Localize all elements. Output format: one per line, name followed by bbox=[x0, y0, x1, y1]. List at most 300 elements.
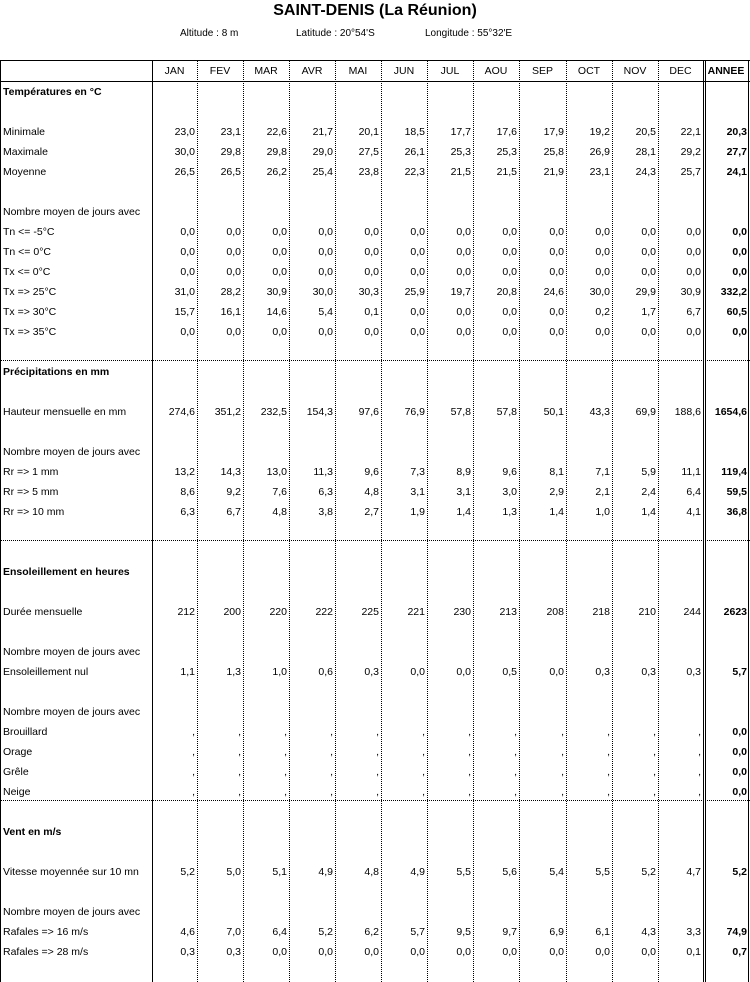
row-subheading: Nombre moyen de jours avec bbox=[3, 706, 141, 718]
month-value: , bbox=[192, 766, 195, 778]
month-value: 6,9 bbox=[549, 926, 564, 938]
month-value: 29,9 bbox=[635, 286, 656, 298]
month-value: 9,5 bbox=[456, 926, 471, 938]
section-heading: Vent en m/s bbox=[3, 826, 62, 838]
month-value: 0,0 bbox=[272, 946, 287, 958]
month-value: 1,0 bbox=[272, 666, 287, 678]
row-label: Tx <= 0°C bbox=[3, 266, 51, 278]
month-value: , bbox=[330, 726, 333, 738]
month-value: 23,8 bbox=[358, 166, 379, 178]
month-value: 0,0 bbox=[456, 666, 471, 678]
row-label: Minimale bbox=[3, 126, 46, 138]
month-value: 0,0 bbox=[364, 226, 379, 238]
month-value: 0,0 bbox=[456, 226, 471, 238]
month-value: 57,8 bbox=[496, 406, 517, 418]
month-value: 4,9 bbox=[410, 866, 425, 878]
month-value: 244 bbox=[683, 606, 701, 618]
month-value: 0,5 bbox=[502, 666, 517, 678]
month-value: , bbox=[238, 726, 241, 738]
month-value: , bbox=[330, 746, 333, 758]
row-label: Rafales => 28 m/s bbox=[3, 946, 89, 958]
row-label: Maximale bbox=[3, 146, 48, 158]
month-value: , bbox=[284, 746, 287, 758]
month-value: , bbox=[376, 726, 379, 738]
month-value: 19,7 bbox=[450, 286, 471, 298]
month-value: 0,0 bbox=[180, 266, 195, 278]
month-value: 50,1 bbox=[543, 406, 564, 418]
annual-value: 27,7 bbox=[726, 146, 747, 158]
month-value: 6,2 bbox=[364, 926, 379, 938]
month-value: 1,1 bbox=[180, 666, 195, 678]
month-value: 0,0 bbox=[180, 226, 195, 238]
month-value: 69,9 bbox=[635, 406, 656, 418]
month-value: 5,5 bbox=[456, 866, 471, 878]
month-value: 0,0 bbox=[272, 226, 287, 238]
month-value: 5,7 bbox=[410, 926, 425, 938]
row-label: Moyenne bbox=[3, 166, 47, 178]
month-value: 0,0 bbox=[641, 266, 656, 278]
month-value: 0,3 bbox=[364, 666, 379, 678]
column-divider bbox=[612, 60, 613, 982]
row-subheading: Nombre moyen de jours avec bbox=[3, 646, 141, 658]
month-value: , bbox=[284, 726, 287, 738]
month-value: 21,9 bbox=[543, 166, 564, 178]
month-value: 30,9 bbox=[680, 286, 701, 298]
month-value: , bbox=[653, 766, 656, 778]
month-value: , bbox=[698, 726, 701, 738]
month-value: 17,9 bbox=[543, 126, 564, 138]
month-value: , bbox=[192, 746, 195, 758]
month-value: 9,2 bbox=[226, 486, 241, 498]
month-value: 0,0 bbox=[318, 266, 333, 278]
column-header-mai: MAI bbox=[348, 65, 368, 77]
column-divider bbox=[289, 60, 290, 982]
annual-value: 0,0 bbox=[732, 226, 747, 238]
month-value: 20,5 bbox=[635, 126, 656, 138]
month-value: 13,0 bbox=[266, 466, 287, 478]
month-value: , bbox=[561, 726, 564, 738]
column-header-jan: JAN bbox=[164, 65, 185, 77]
annual-value: 0,0 bbox=[732, 246, 747, 258]
column-header-sep: SEP bbox=[531, 65, 553, 77]
month-value: 26,2 bbox=[266, 166, 287, 178]
month-value: 0,0 bbox=[226, 266, 241, 278]
month-value: 1,4 bbox=[456, 506, 471, 518]
month-value: 218 bbox=[592, 606, 610, 618]
month-value: 0,0 bbox=[456, 326, 471, 338]
month-value: 26,1 bbox=[404, 146, 425, 158]
column-header-jun: JUN bbox=[393, 65, 415, 77]
column-divider bbox=[381, 60, 382, 982]
month-value: 0,0 bbox=[549, 666, 564, 678]
month-value: 8,6 bbox=[180, 486, 195, 498]
annual-value: 5,7 bbox=[732, 666, 747, 678]
month-value: 0,0 bbox=[502, 326, 517, 338]
month-value: 26,5 bbox=[174, 166, 195, 178]
month-value: , bbox=[514, 746, 517, 758]
row-label: Neige bbox=[3, 786, 31, 798]
month-value: , bbox=[238, 786, 241, 798]
annual-value: 0,0 bbox=[732, 786, 747, 798]
month-value: 0,0 bbox=[180, 326, 195, 338]
month-value: 4,7 bbox=[686, 866, 701, 878]
month-value: 0,0 bbox=[226, 246, 241, 258]
annual-value: 1654,6 bbox=[714, 406, 747, 418]
month-value: 0,0 bbox=[180, 246, 195, 258]
month-value: 26,5 bbox=[220, 166, 241, 178]
month-value: 0,0 bbox=[410, 306, 425, 318]
month-value: 0,0 bbox=[456, 946, 471, 958]
month-value: 2,7 bbox=[364, 506, 379, 518]
month-value: 3,8 bbox=[318, 506, 333, 518]
row-label: Grêle bbox=[3, 766, 29, 778]
month-value: 5,4 bbox=[318, 306, 333, 318]
column-header-jul: JUL bbox=[440, 65, 460, 77]
month-value: 0,0 bbox=[641, 326, 656, 338]
month-value: 0,0 bbox=[272, 246, 287, 258]
month-value: , bbox=[192, 726, 195, 738]
month-value: 274,6 bbox=[168, 406, 195, 418]
month-value: 9,6 bbox=[502, 466, 517, 478]
month-value: 25,3 bbox=[496, 146, 517, 158]
month-value: 0,0 bbox=[364, 266, 379, 278]
month-value: 11,3 bbox=[313, 466, 333, 478]
row-label: Rr => 5 mm bbox=[3, 486, 59, 498]
row-subheading: Nombre moyen de jours avec bbox=[3, 206, 141, 218]
month-value: 23,1 bbox=[589, 166, 610, 178]
column-header-nov: NOV bbox=[623, 65, 647, 77]
month-value: 0,1 bbox=[686, 946, 701, 958]
section-heading: Ensoleillement en heures bbox=[3, 566, 130, 578]
month-value: 0,0 bbox=[502, 246, 517, 258]
month-value: 0,0 bbox=[595, 246, 610, 258]
annual-value: 332,2 bbox=[720, 286, 747, 298]
month-value: 5,2 bbox=[318, 926, 333, 938]
row-label: Brouillard bbox=[3, 726, 48, 738]
section-divider bbox=[0, 540, 750, 541]
month-value: 0,0 bbox=[410, 246, 425, 258]
month-value: , bbox=[653, 746, 656, 758]
column-header-mar: MAR bbox=[254, 65, 278, 77]
month-value: , bbox=[422, 786, 425, 798]
month-value: 351,2 bbox=[214, 406, 241, 418]
month-value: 21,5 bbox=[450, 166, 471, 178]
month-value: , bbox=[514, 726, 517, 738]
month-value: 0,0 bbox=[595, 266, 610, 278]
month-value: 4,8 bbox=[272, 506, 287, 518]
month-value: , bbox=[561, 786, 564, 798]
month-value: 0,0 bbox=[502, 946, 517, 958]
annual-value: 24,1 bbox=[726, 166, 747, 178]
month-value: 0,0 bbox=[595, 326, 610, 338]
row-label: Tn <= 0°C bbox=[3, 246, 51, 258]
month-value: 3,1 bbox=[456, 486, 471, 498]
column-divider bbox=[197, 60, 198, 982]
month-value: 21,7 bbox=[312, 126, 333, 138]
month-value: , bbox=[468, 766, 471, 778]
month-value: 220 bbox=[269, 606, 287, 618]
month-value: 0,0 bbox=[272, 266, 287, 278]
column-divider bbox=[566, 60, 567, 982]
month-value: , bbox=[561, 746, 564, 758]
column-header-annee: ANNEE bbox=[707, 65, 745, 77]
month-value: 0,0 bbox=[226, 226, 241, 238]
month-value: 9,7 bbox=[502, 926, 517, 938]
annual-value: 5,2 bbox=[732, 866, 747, 878]
month-value: 25,7 bbox=[680, 166, 701, 178]
month-value: 0,3 bbox=[180, 946, 195, 958]
month-value: 0,0 bbox=[502, 306, 517, 318]
month-value: 24,6 bbox=[543, 286, 564, 298]
month-value: 1,7 bbox=[641, 306, 656, 318]
month-value: 29,0 bbox=[312, 146, 333, 158]
month-value: , bbox=[514, 786, 517, 798]
month-value: 0,0 bbox=[641, 226, 656, 238]
month-value: 0,0 bbox=[502, 226, 517, 238]
month-value: , bbox=[330, 766, 333, 778]
row-label: Tx => 35°C bbox=[3, 326, 57, 338]
longitude-info: Longitude : 55°32'E bbox=[425, 28, 513, 39]
annual-value: 36,8 bbox=[726, 506, 747, 518]
month-value: 6,4 bbox=[272, 926, 287, 938]
annual-value: 59,5 bbox=[726, 486, 747, 498]
section-heading: Températures en °C bbox=[3, 86, 102, 98]
month-value: 0,0 bbox=[318, 246, 333, 258]
month-value: 11,1 bbox=[681, 466, 701, 478]
month-value: 29,2 bbox=[680, 146, 701, 158]
month-value: 230 bbox=[453, 606, 471, 618]
column-divider bbox=[519, 60, 520, 982]
month-value: 7,1 bbox=[595, 466, 610, 478]
month-value: 0,0 bbox=[595, 226, 610, 238]
month-value: , bbox=[238, 766, 241, 778]
month-value: , bbox=[698, 786, 701, 798]
month-value: 14,6 bbox=[266, 306, 287, 318]
month-value: 2,9 bbox=[549, 486, 564, 498]
month-value: 8,9 bbox=[456, 466, 471, 478]
month-value: 30,0 bbox=[174, 146, 195, 158]
month-value: 1,3 bbox=[502, 506, 517, 518]
month-value: , bbox=[192, 786, 195, 798]
month-value: 23,1 bbox=[220, 126, 241, 138]
month-value: 210 bbox=[638, 606, 656, 618]
month-value: , bbox=[561, 766, 564, 778]
month-value: 30,0 bbox=[589, 286, 610, 298]
month-value: , bbox=[422, 726, 425, 738]
annual-value: 0,0 bbox=[732, 766, 747, 778]
month-value: 4,9 bbox=[318, 866, 333, 878]
month-value: 154,3 bbox=[306, 406, 333, 418]
column-divider bbox=[473, 60, 474, 982]
month-value: 0,2 bbox=[595, 306, 610, 318]
month-value: 7,6 bbox=[272, 486, 287, 498]
month-value: 5,9 bbox=[641, 466, 656, 478]
month-value: 0,6 bbox=[318, 666, 333, 678]
month-value: 17,6 bbox=[496, 126, 517, 138]
row-label: Tx => 30°C bbox=[3, 306, 57, 318]
annual-value: 2623 bbox=[723, 606, 747, 618]
month-value: 2,4 bbox=[641, 486, 656, 498]
column-divider bbox=[152, 60, 153, 982]
header-bottom-rule bbox=[0, 81, 750, 82]
column-divider bbox=[243, 60, 244, 982]
month-value: 28,1 bbox=[635, 146, 656, 158]
month-value: , bbox=[238, 746, 241, 758]
month-value: , bbox=[422, 766, 425, 778]
month-value: 0,0 bbox=[410, 326, 425, 338]
row-label: Rafales => 16 m/s bbox=[3, 926, 89, 938]
page-title: SAINT-DENIS (La Réunion) bbox=[273, 2, 477, 19]
month-value: , bbox=[698, 746, 701, 758]
month-value: 222 bbox=[315, 606, 333, 618]
month-value: 16,1 bbox=[220, 306, 241, 318]
month-value: , bbox=[653, 786, 656, 798]
column-divider bbox=[335, 60, 336, 982]
month-value: 0,0 bbox=[410, 666, 425, 678]
month-value: 0,0 bbox=[549, 246, 564, 258]
month-value: 3,3 bbox=[686, 926, 701, 938]
column-header-dec: DEC bbox=[669, 65, 692, 77]
month-value: 0,0 bbox=[686, 326, 701, 338]
month-value: 17,7 bbox=[450, 126, 471, 138]
annual-value: 119,4 bbox=[721, 466, 747, 478]
month-value: 232,5 bbox=[260, 406, 287, 418]
month-value: 28,2 bbox=[220, 286, 241, 298]
latitude-info: Latitude : 20°54'S bbox=[296, 28, 375, 39]
month-value: 200 bbox=[223, 606, 241, 618]
month-value: 208 bbox=[546, 606, 564, 618]
month-value: 0,0 bbox=[549, 326, 564, 338]
month-value: 0,0 bbox=[595, 946, 610, 958]
month-value: 0,0 bbox=[502, 266, 517, 278]
column-divider bbox=[427, 60, 428, 982]
month-value: , bbox=[698, 766, 701, 778]
section-heading: Précipitations en mm bbox=[3, 366, 110, 378]
month-value: 1,3 bbox=[226, 666, 241, 678]
month-value: 1,0 bbox=[595, 506, 610, 518]
month-value: 0,3 bbox=[686, 666, 701, 678]
month-value: 0,0 bbox=[226, 326, 241, 338]
month-value: 9,6 bbox=[364, 466, 379, 478]
month-value: 6,3 bbox=[318, 486, 333, 498]
month-value: 0,0 bbox=[641, 246, 656, 258]
annual-value: 0,0 bbox=[732, 326, 747, 338]
row-subheading: Nombre moyen de jours avec bbox=[3, 906, 141, 918]
month-value: 25,3 bbox=[450, 146, 471, 158]
month-value: 8,1 bbox=[549, 466, 564, 478]
month-value: 31,0 bbox=[174, 286, 195, 298]
month-value: 0,0 bbox=[410, 946, 425, 958]
row-label: Ensoleillement nul bbox=[3, 666, 89, 678]
month-value: , bbox=[607, 746, 610, 758]
month-value: 5,2 bbox=[641, 866, 656, 878]
month-value: 225 bbox=[361, 606, 379, 618]
month-value: 25,9 bbox=[404, 286, 425, 298]
annual-value: 74,9 bbox=[726, 926, 747, 938]
month-value: 0,0 bbox=[686, 246, 701, 258]
month-value: 0,0 bbox=[549, 306, 564, 318]
month-value: , bbox=[514, 766, 517, 778]
month-value: 0,3 bbox=[641, 666, 656, 678]
month-value: 26,9 bbox=[589, 146, 610, 158]
month-value: 6,3 bbox=[180, 506, 195, 518]
month-value: 1,4 bbox=[641, 506, 656, 518]
month-value: , bbox=[607, 786, 610, 798]
month-value: 20,1 bbox=[358, 126, 379, 138]
month-value: , bbox=[330, 786, 333, 798]
month-value: 15,7 bbox=[174, 306, 195, 318]
month-value: 0,1 bbox=[364, 306, 379, 318]
annual-value: 0,0 bbox=[732, 726, 747, 738]
month-value: 14,3 bbox=[220, 466, 241, 478]
month-value: , bbox=[376, 746, 379, 758]
month-value: 0,3 bbox=[595, 666, 610, 678]
month-value: 0,0 bbox=[641, 946, 656, 958]
month-value: 25,4 bbox=[312, 166, 333, 178]
month-value: 213 bbox=[499, 606, 517, 618]
month-value: 0,0 bbox=[549, 266, 564, 278]
month-value: 0,0 bbox=[549, 226, 564, 238]
section-divider bbox=[0, 360, 750, 361]
month-value: 5,1 bbox=[272, 866, 287, 878]
row-label: Durée mensuelle bbox=[3, 606, 83, 618]
month-value: 4,6 bbox=[180, 926, 195, 938]
month-value: 19,2 bbox=[589, 126, 610, 138]
month-value: 212 bbox=[177, 606, 195, 618]
annual-value: 0,7 bbox=[732, 946, 747, 958]
month-value: 0,0 bbox=[549, 946, 564, 958]
month-value: , bbox=[607, 726, 610, 738]
month-value: 4,3 bbox=[641, 926, 656, 938]
month-value: 2,1 bbox=[595, 486, 610, 498]
month-value: , bbox=[422, 746, 425, 758]
row-label: Tn <= -5°C bbox=[3, 226, 55, 238]
month-value: , bbox=[284, 766, 287, 778]
month-value: 3,1 bbox=[410, 486, 425, 498]
month-value: 0,0 bbox=[410, 226, 425, 238]
month-value: 5,5 bbox=[595, 866, 610, 878]
column-header-oct: OCT bbox=[577, 65, 601, 77]
annual-value: 0,0 bbox=[732, 266, 747, 278]
month-value: , bbox=[284, 786, 287, 798]
month-value: 5,2 bbox=[180, 866, 195, 878]
row-label: Hauteur mensuelle en mm bbox=[3, 406, 127, 418]
month-value: , bbox=[376, 766, 379, 778]
month-value: 0,0 bbox=[318, 226, 333, 238]
month-value: 21,5 bbox=[496, 166, 517, 178]
column-header-fev: FEV bbox=[209, 65, 231, 77]
annual-value: 0,0 bbox=[732, 746, 747, 758]
month-value: , bbox=[468, 726, 471, 738]
month-value: 188,6 bbox=[674, 406, 701, 418]
month-value: 43,3 bbox=[589, 406, 610, 418]
month-value: 25,8 bbox=[543, 146, 564, 158]
month-value: 0,0 bbox=[456, 306, 471, 318]
month-value: , bbox=[653, 726, 656, 738]
month-value: 4,1 bbox=[686, 506, 701, 518]
month-value: 27,5 bbox=[358, 146, 379, 158]
month-value: , bbox=[376, 786, 379, 798]
month-value: 1,9 bbox=[410, 506, 425, 518]
month-value: 0,0 bbox=[364, 946, 379, 958]
row-label: Rr => 10 mm bbox=[3, 506, 65, 518]
month-value: 0,0 bbox=[686, 226, 701, 238]
month-value: 13,2 bbox=[174, 466, 195, 478]
month-value: 5,4 bbox=[549, 866, 564, 878]
column-divider bbox=[658, 60, 659, 982]
month-value: 0,0 bbox=[456, 246, 471, 258]
month-value: 23,0 bbox=[174, 126, 195, 138]
